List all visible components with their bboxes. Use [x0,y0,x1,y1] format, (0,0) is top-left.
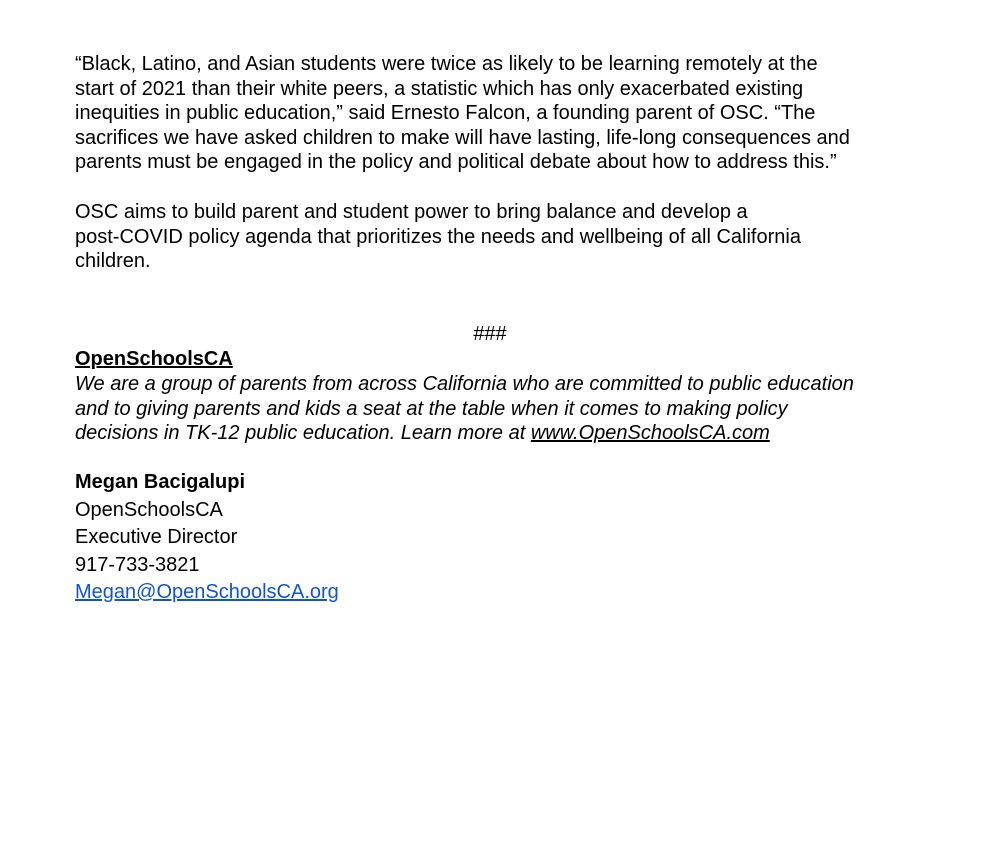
quote-line-5: parents must be engaged in the policy and political debate about how to address this.” [75,151,837,173]
contact-block [75,469,339,607]
mission-paragraph [75,200,935,274]
mission-line-3: children. [75,250,151,272]
contact-organization: OpenSchoolsCA [75,498,223,521]
quote-paragraph [75,52,935,175]
org-desc-line-3 [75,421,854,446]
website-link[interactable]: www.OpenSchoolsCA.com [530,422,770,444]
contact-phone: 917-733-3821 [75,553,200,576]
quote-line-4: sacrifices we have asked children to make will have lasting, life-long consequences and [75,126,850,149]
org-desc-line-3-text: decisions in TK-12 public education. Learn more at [75,422,531,444]
contact-title: Executive Director [75,526,238,548]
org-desc-line-1: We are a group of parents from across California who are committed to public education [75,373,854,395]
org-heading: OpenSchoolsCA [75,348,233,370]
contact-email-link[interactable]: Megan@OpenSchoolsCA.org [75,581,339,603]
quote-line-1: “Black, Latino, and Asian students were twice as likely to be learning remotely at the [75,53,818,75]
org-desc-line-2: and to giving parents and kids a seat at the table when it comes to making policy [75,397,788,420]
org-description [75,372,854,446]
contact-name: Megan Bacigalupi [75,471,246,493]
mission-line-2: post-COVID policy agenda that prioritizes the needs and wellbeing of all California [75,225,801,248]
quote-line-3: inequities in public education,” said Ernesto Falcon, a founding parent of OSC. “The [75,102,816,124]
quote-line-2: start of 2021 than their white peers, a statistic which has only exacerbated existing [75,77,804,100]
section-separator: ### [473,323,507,345]
mission-line-1: OSC aims to build parent and student power to bring balance and develop a [75,201,748,223]
